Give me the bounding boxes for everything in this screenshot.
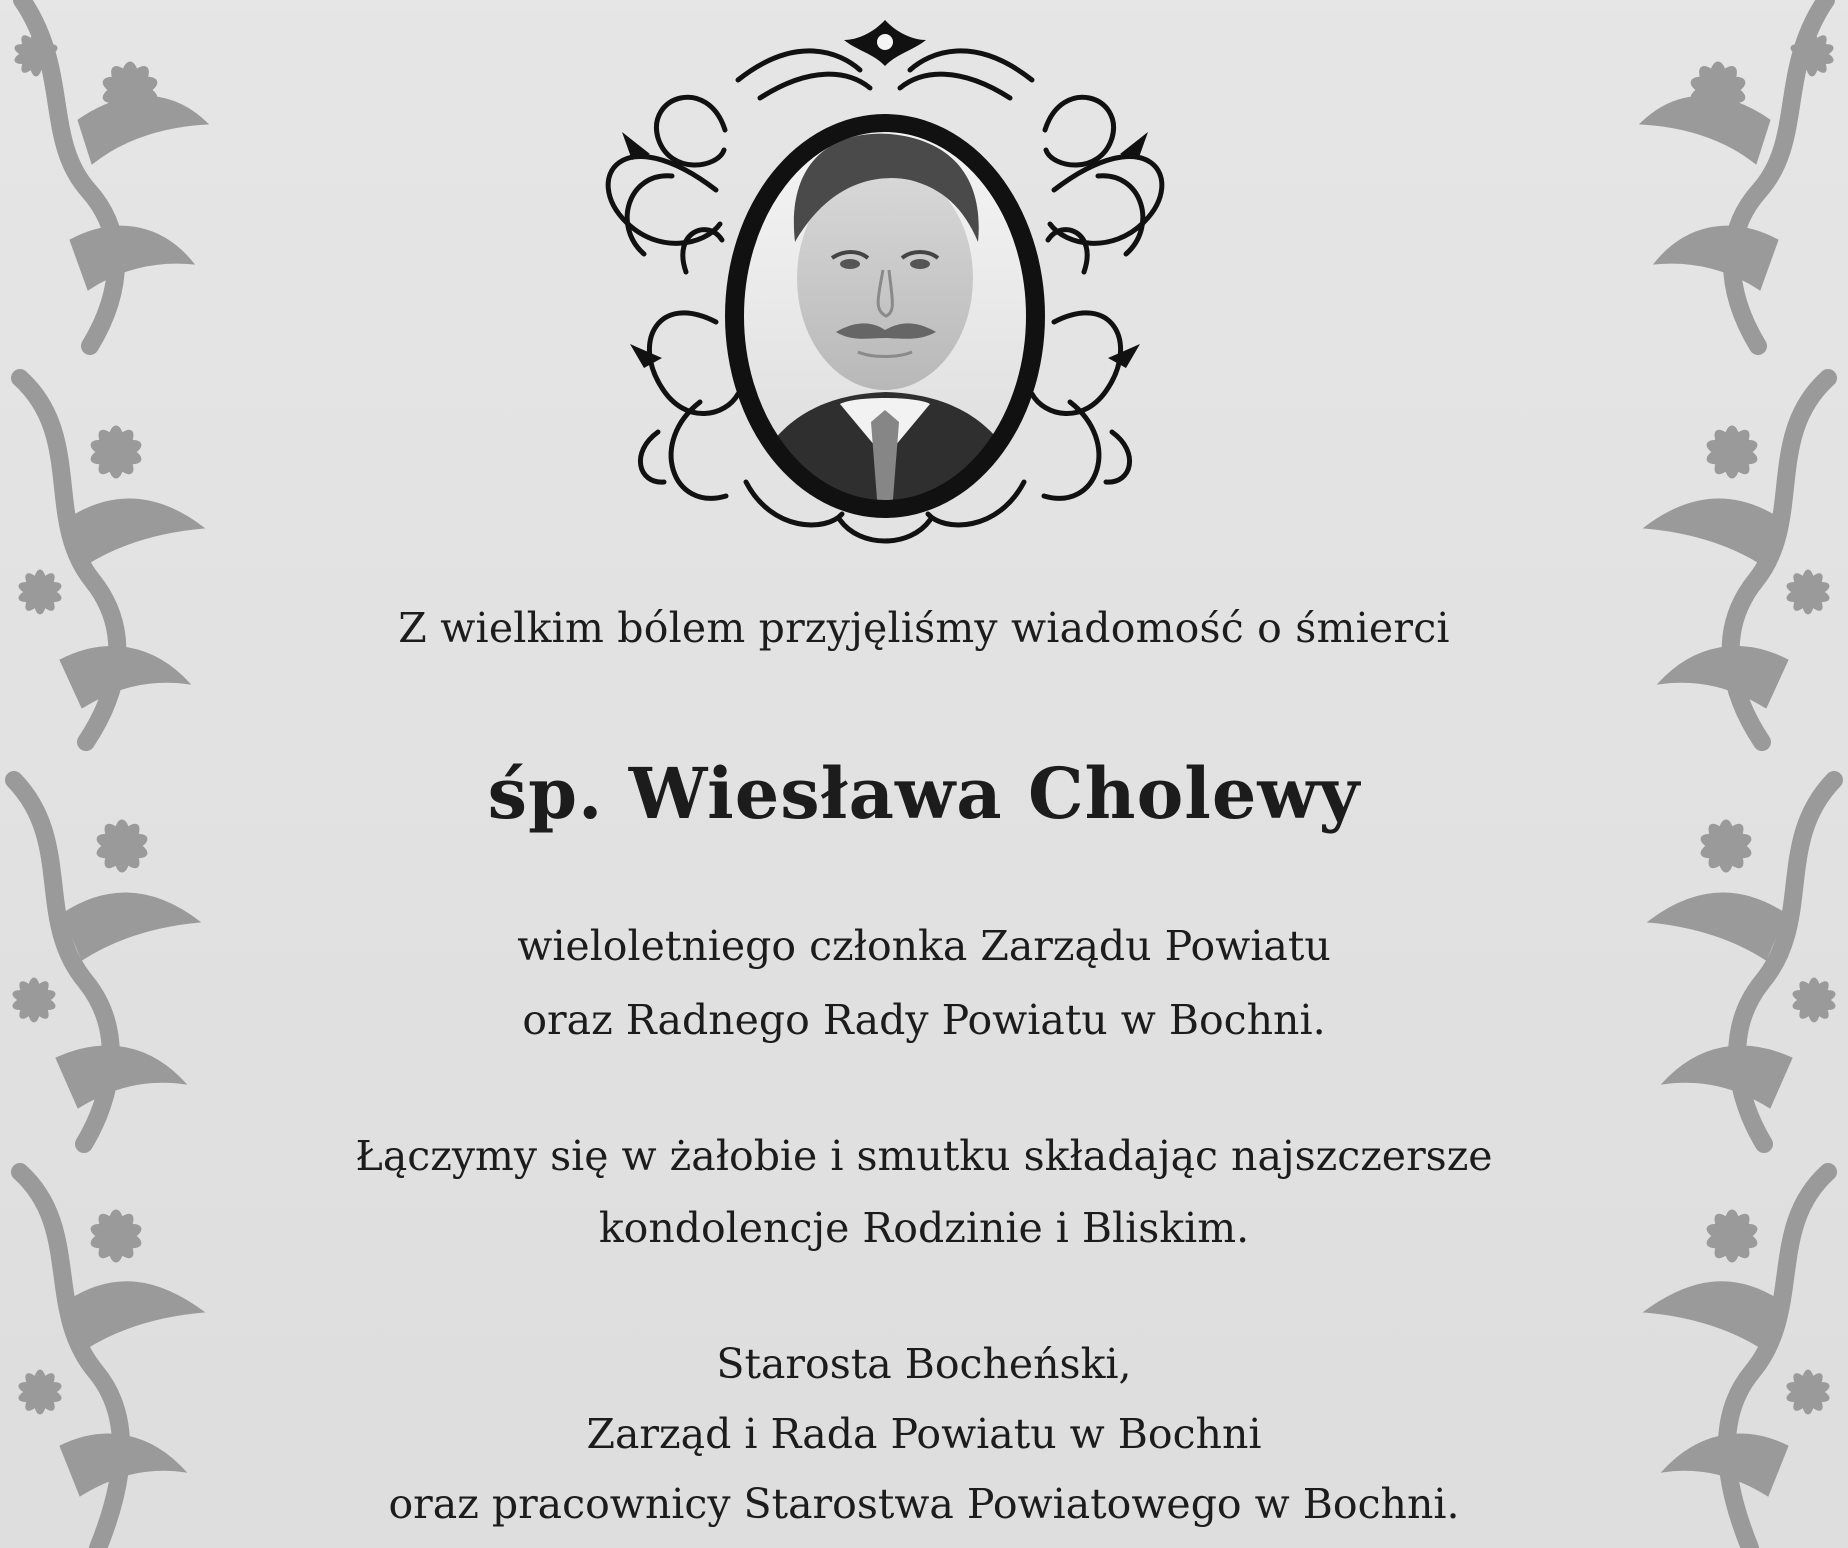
condolence-line-1: Łączymy się w żałobie i smutku składając najszczersze bbox=[355, 1132, 1493, 1180]
intro-line: Z wielkim bólem przyjęliśmy wiadomość o śmierci bbox=[398, 604, 1450, 652]
signature-line-2: Zarząd i Rada Powiatu w Bochni bbox=[586, 1410, 1262, 1458]
memorial-portrait bbox=[540, 12, 1230, 572]
signature-line-3: oraz pracownicy Starostwa Powiatowego w Bochni. bbox=[388, 1480, 1460, 1528]
memorial-portrait-icon bbox=[540, 12, 1230, 572]
deceased-name: śp. Wiesława Cholewy bbox=[487, 752, 1361, 835]
role-line-2: oraz Radnego Rady Powiatu w Bochni. bbox=[522, 996, 1326, 1044]
role-line-1: wieloletniego członka Zarządu Powiatu bbox=[517, 922, 1331, 970]
signature-line-1: Starosta Bocheński, bbox=[716, 1340, 1132, 1388]
condolence-line-2: kondolencje Rodzinie i Bliskim. bbox=[598, 1204, 1250, 1252]
